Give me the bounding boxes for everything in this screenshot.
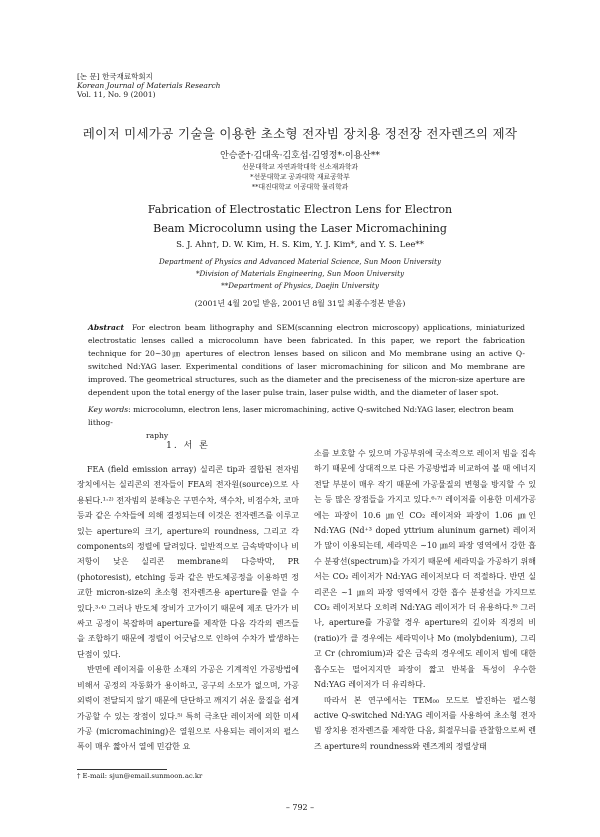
keywords-line-2: raphy [146, 431, 169, 440]
korean-authors: 안승준†·김대욱·김호섭·김영정*·이용산** [220, 151, 380, 161]
footnote-email: † E-mail: sjun@email.sunmoon.ac.kr [77, 772, 203, 780]
right-paragraph-1: 소를 보호할 수 있으며 가공부위에 국소적으로 레이저 빔을 집속하기 때문에 상대적으로 다른 가공방법과 비교하여 볼 때 에너지 전달 부분이 매우 작기 때문에 가공물질의 변형을 방지할 수 있는 등 많은 장점들을 가지고 있다.⁶·⁷⁾ 레이저를 이용한 미세가공에는 파장이 10.6 ㎛인 CO₂ 레이저와 파장이 1.06 ㎛인 Nd:YAG (Nd⁺³ doped yttrium aluninum garnet) 레이저가 많이 이용되는데, 세라믹은 ~10 ㎛의 파장 영역에서 강한 흡수 분광선(spectrum)을 가지기 때문에 세라믹을 가공하기 위해서는 CO₂ 레이저가 Nd:YAG 레이저보다 더 적절하다. 반면 실리콘은 ~1 ㎛의 파장 영역에서 강한 흡수 분광선을 가지므로 CO₂ 레이저보다 오히려 Nd:YAG 레이저가 더 유용하다.⁸⁾ 그러나, aperture를 가공할 경우 aperture의 깊이와 직경의 비(ratio)가 클 경우에는 세라믹이나 Mo (molybdenium), 그리고 Cr (chromium)과 같은 금속의 경우에도 레이저 빔에 대한 흡수도는 떨어지지만 파장이 짧고 반복율 특성이 우수한 Nd:YAG 레이저가 더 유리하다. [314, 449, 537, 690]
journal-header [77, 72, 220, 99]
keywords [88, 403, 525, 442]
korean-affiliation-2: *선문대학교 공과대학 재료공학부 [250, 173, 350, 181]
korean-title: 레이저 미세가공 기술을 이용한 초소형 전자빔 장치용 정전장 전자렌즈의 제작 [82, 126, 518, 141]
abstract-text: For electron beam lithography and SEM(scanning electron microscopy) applications, miniaturized electrostatic lenses called a microcolumn have been fabricated. In this paper, we report the fabrication technique for 20~30㎛ apertures of electron lenses based on silicon and Mo membrane using an active Q-switched Nd:YAG laser. Experimental conditions of laser micromachining for silicon and Mo membrane are improved. The geometrical structures, such as the diameter and the preciseness of the micron-size aperture are dependent upon the total energy of the laser pulse train, laser pulse width, and the diameter of laser spot. [88, 323, 526, 398]
abstract [88, 321, 525, 400]
english-affiliation-1: Department of Physics and Advanced Material Science, Sun Moon University [158, 257, 442, 266]
left-column [77, 462, 299, 755]
korean-affiliations [0, 162, 600, 192]
abstract-label: Abstract [88, 323, 125, 332]
section-heading: 1. 서 론 [166, 441, 210, 451]
english-title-line-1: Fabrication of Electrostatic Electron Lens for Electron [147, 203, 453, 216]
english-title [0, 200, 600, 238]
keywords-label: Key words [88, 405, 129, 414]
korean-affiliation-3: **대진대학교 이공대학 물리학과 [251, 183, 349, 191]
english-affiliation-3: **Department of Physics, Daejin University [221, 281, 379, 290]
english-affiliation-2: *Division of Materials Engineering, Sun Moon University [195, 269, 405, 278]
english-title-line-2: Beam Microcolumn using the Laser Micromachining [153, 222, 447, 235]
right-column [314, 446, 536, 754]
english-authors: S. J. Ahn†, D. W. Kim, H. S. Kim, Y. J. Kim*, and Y. S. Lee** [176, 240, 424, 250]
journal-volume: Vol. 11, No. 9 (2001) [77, 90, 156, 99]
journal-name-kr: [논 문] 한국재료학회지 [77, 72, 153, 81]
footnote-rule [77, 769, 167, 770]
english-affiliations [0, 256, 600, 292]
keywords-line-1: : microcolumn, electron lens, laser micromachining, active Q-switched Nd:YAG laser, electron beam lithog- [88, 405, 514, 427]
right-paragraph-2: 따라서 본 연구에서는 TEM₀₀ 모드로 발진하는 펄스형 active Q-switched Nd:YAG 레이저를 사용하여 초소형 전자빔 장치용 전자렌즈를 제작한 다음, 회절무늬를 관찰함으로써 렌즈 aperture의 roundness와 렌즈계의 정렬상태 [314, 695, 536, 751]
left-paragraph-2: 반면에 레이저를 이용한 소재의 가공은 기계적인 가공방법에 비해서 공정의 자동화가 용이하고, 공구의 소모가 없으며, 가공 외력이 전달되지 않기 때문에 단단하고 깨지기 쉬운 물질을 쉽게 가공할 수 있는 장점이 있다.⁵⁾ 특히 극초단 레이저에 의한 미세가공 (micromachining)은 열원으로 사용되는 레이저의 펄스 폭이 매우 짧아서 열에 민감한 요 [77, 665, 299, 752]
journal-name-en: Korean Journal of Materials Research [77, 81, 221, 90]
korean-affiliation-1: 선문대학교 자연과학대학 신소재과학과 [242, 163, 358, 171]
received-date: (2001년 4월 20일 받음, 2001년 8월 31일 최종수정본 받음) [194, 299, 406, 308]
left-paragraph-1: FEA (field emission array) 실리콘 tip과 결합된 전자빔 장치에서는 실리콘의 전자들이 FEA의 전자원(source)으로 사용된다.¹·²⁾ 전자빔의 분해능은 구면수차, 색수차, 비점수차, 코마 등과 같은 수차들에 의해 결정되는데 이것은 전자렌즈를 이루고 있는 aperture의 크기, aperture의 roundness, 그리고 각 components의 정렬에 달려있다. 일반적으로 금속박막이나 비저항이 낮은 실리콘 membrane의 다층박막, PR (photoresist), etching 등과 같은 반도체공정을 이용하면 정교한 micron-size의 초소형 전자렌즈용 aperture를 얻을 수 있다.³·⁴⁾ 그러나 반도체 장비가 고가이기 때문에 제조 단가가 비싸고 공정이 복잡하며 aperture를 제작한 다음 각각의 렌즈들을 조합하기 때문에 정렬이 어긋남으로 인하여 수차가 발생하는 단점이 있다. [77, 465, 299, 659]
page-number: – 792 – [285, 803, 315, 812]
